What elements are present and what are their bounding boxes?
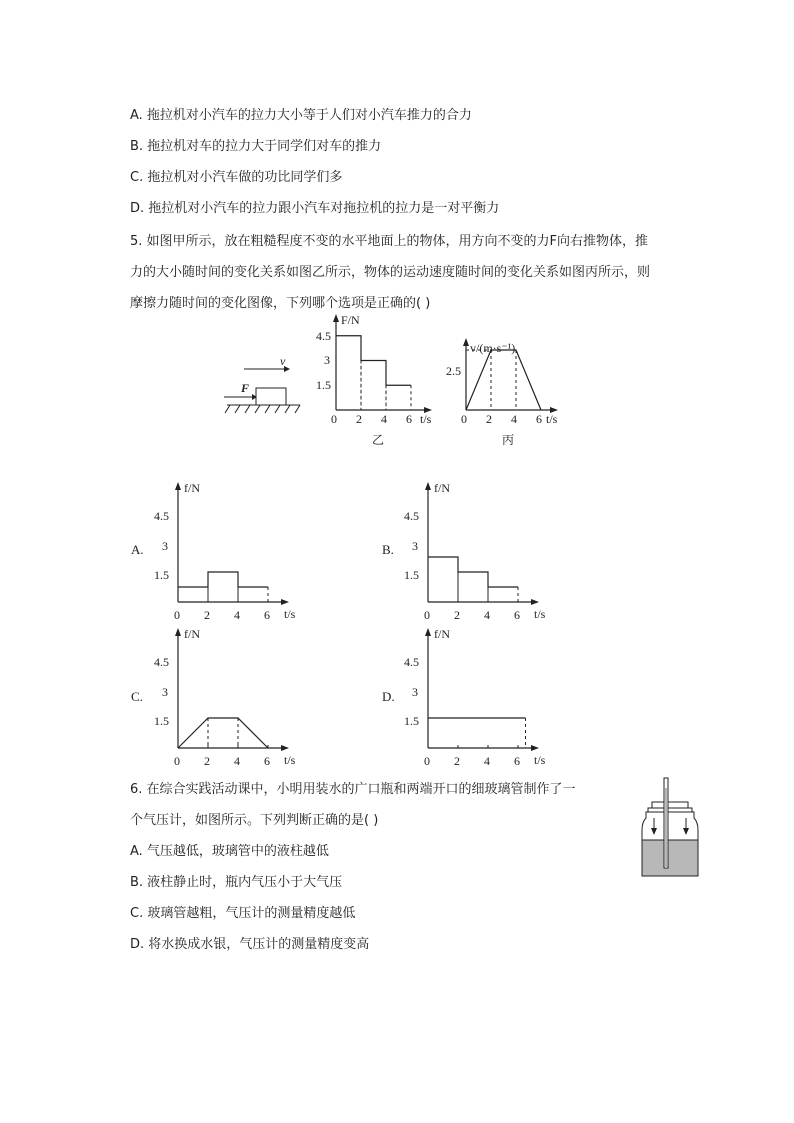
x-tick-label: 6 [514,754,520,768]
x-tick-label: 0 [461,412,467,426]
option-c-chart [150,624,300,768]
x-tick-label: 2 [486,412,492,426]
option-c-label: C. [131,689,143,704]
y-tick-label: 4.5 [154,509,169,523]
x-tick-label: 6 [536,412,542,426]
series-line-A [178,572,268,587]
option-b-chart [400,478,550,622]
y-tick-label: 1.5 [404,568,419,582]
y-tick-label: 1.5 [154,714,169,728]
q6-option-a: A. 气压越低，玻璃管中的液柱越低 [130,844,329,859]
x-axis-label: t/s [546,412,558,426]
option-a-chart [150,478,300,622]
y-tick-label: 2.5 [446,364,461,378]
block [256,388,286,405]
series-line-B [428,557,518,587]
q4-option-d: D. 拖拉机对小汽车的拉力跟小汽车对拖拉机的拉力是一对平衡力 [130,201,500,216]
x-tick-label: 4 [484,754,490,768]
y-axis-label: f/N [184,627,200,641]
option-a-label: A. [131,542,144,557]
water [642,840,698,876]
x-tick-label: 4 [381,412,387,426]
figure-jia [222,355,322,415]
y-axis-label: F/N [341,313,360,327]
y-tick-label: 4.5 [404,509,419,523]
q5-stem-line-3: 摩擦力随时间的变化图像，下列哪个选项是正确的( ) [130,296,431,311]
y-axis-label: f/N [184,481,200,495]
q5-stem-line-2: 力的大小随时间的变化关系如图乙所示，物体的运动速度随时间的变化关系如图丙所示，则 [130,265,651,280]
y-tick-label: 4.5 [154,655,169,669]
x-tick-label: 0 [174,754,180,768]
stopper [652,802,688,808]
x-tick-label: 4 [234,754,240,768]
y-tick-label: 3 [162,685,168,699]
axes [333,314,432,413]
y-axis-label: f/N [434,481,450,495]
x-tick-label: 2 [356,412,362,426]
y-tick-label: 4.5 [404,655,419,669]
x-tick-label: 2 [204,754,210,768]
x-axis-label: t/s [420,412,432,426]
force-label: F [241,381,250,395]
option-b-label: B. [382,542,394,557]
y-axis-label: f/N [434,627,450,641]
x-tick-label: 6 [264,754,270,768]
q4-option-b: B. 拖拉机对车的拉力大于同学们对车的推力 [130,139,382,154]
option-d-label: D. [382,689,395,704]
x-tick-label: 6 [264,608,270,622]
x-tick-label: 0 [331,412,337,426]
option-d-chart [400,624,550,768]
series-line-乙 [336,336,411,386]
q6-option-c: C. 玻璃管越粗，气压计的测量精度越低 [130,906,356,921]
x-tick-label: 0 [424,754,430,768]
figure-yi [316,312,446,447]
x-axis-label: t/s [284,607,296,621]
x-tick-label: 4 [234,608,240,622]
q6-option-d: D. 将水换成水银，气压计的测量精度变高 [130,937,370,952]
q6-option-b: B. 液柱静止时，瓶内气压小于大气压 [130,875,343,890]
y-tick-label: 3 [324,353,330,367]
x-tick-label: 2 [454,754,460,768]
x-tick-label: 2 [454,608,460,622]
figure-caption: 丙 [502,433,515,447]
x-tick-label: 0 [424,608,430,622]
q6-stem-line-1: 6. 在综合实践活动课中，小明用装水的广口瓶和两端开口的细玻璃管制作了一 [130,782,576,797]
y-tick-label: 4.5 [316,329,331,343]
y-axis-label: v/(m·s⁻¹) [470,341,516,355]
y-tick-label: 1.5 [316,378,331,392]
x-tick-label: 6 [514,608,520,622]
series-line-丙 [466,350,541,410]
figure-bing [446,312,576,447]
y-tick-label: 3 [162,539,168,553]
y-tick-label: 3 [412,539,418,553]
series-line-C [178,718,268,748]
q5-stem-line-1: 5. 如图甲所示，放在粗糙程度不变的水平地面上的物体，用方向不变的力F向右推物体，推 [130,234,649,249]
liquid-column [665,788,667,868]
q6-stem-line-2: 个气压计，如图所示。下列判断正确的是( ) [130,813,379,828]
y-tick-label: 1.5 [404,714,419,728]
x-tick-label: 0 [174,608,180,622]
figure-caption: 乙 [372,433,385,447]
x-axis-label: t/s [534,753,546,767]
x-tick-label: 4 [484,608,490,622]
bottle-lid [648,808,692,812]
x-axis-label: t/s [284,753,296,767]
y-tick-label: 1.5 [154,568,169,582]
x-tick-label: 4 [511,412,517,426]
x-tick-label: 2 [204,608,210,622]
velocity-label: v [280,354,286,368]
x-tick-label: 6 [406,412,412,426]
barometer-figure [640,778,700,878]
y-tick-label: 3 [412,685,418,699]
x-axis-label: t/s [534,607,546,621]
q4-option-c: C. 拖拉机对小汽车做的功比同学们多 [130,170,343,185]
q4-option-a: A. 拖拉机对小汽车的拉力大小等于人们对小汽车推力的合力 [130,108,472,123]
